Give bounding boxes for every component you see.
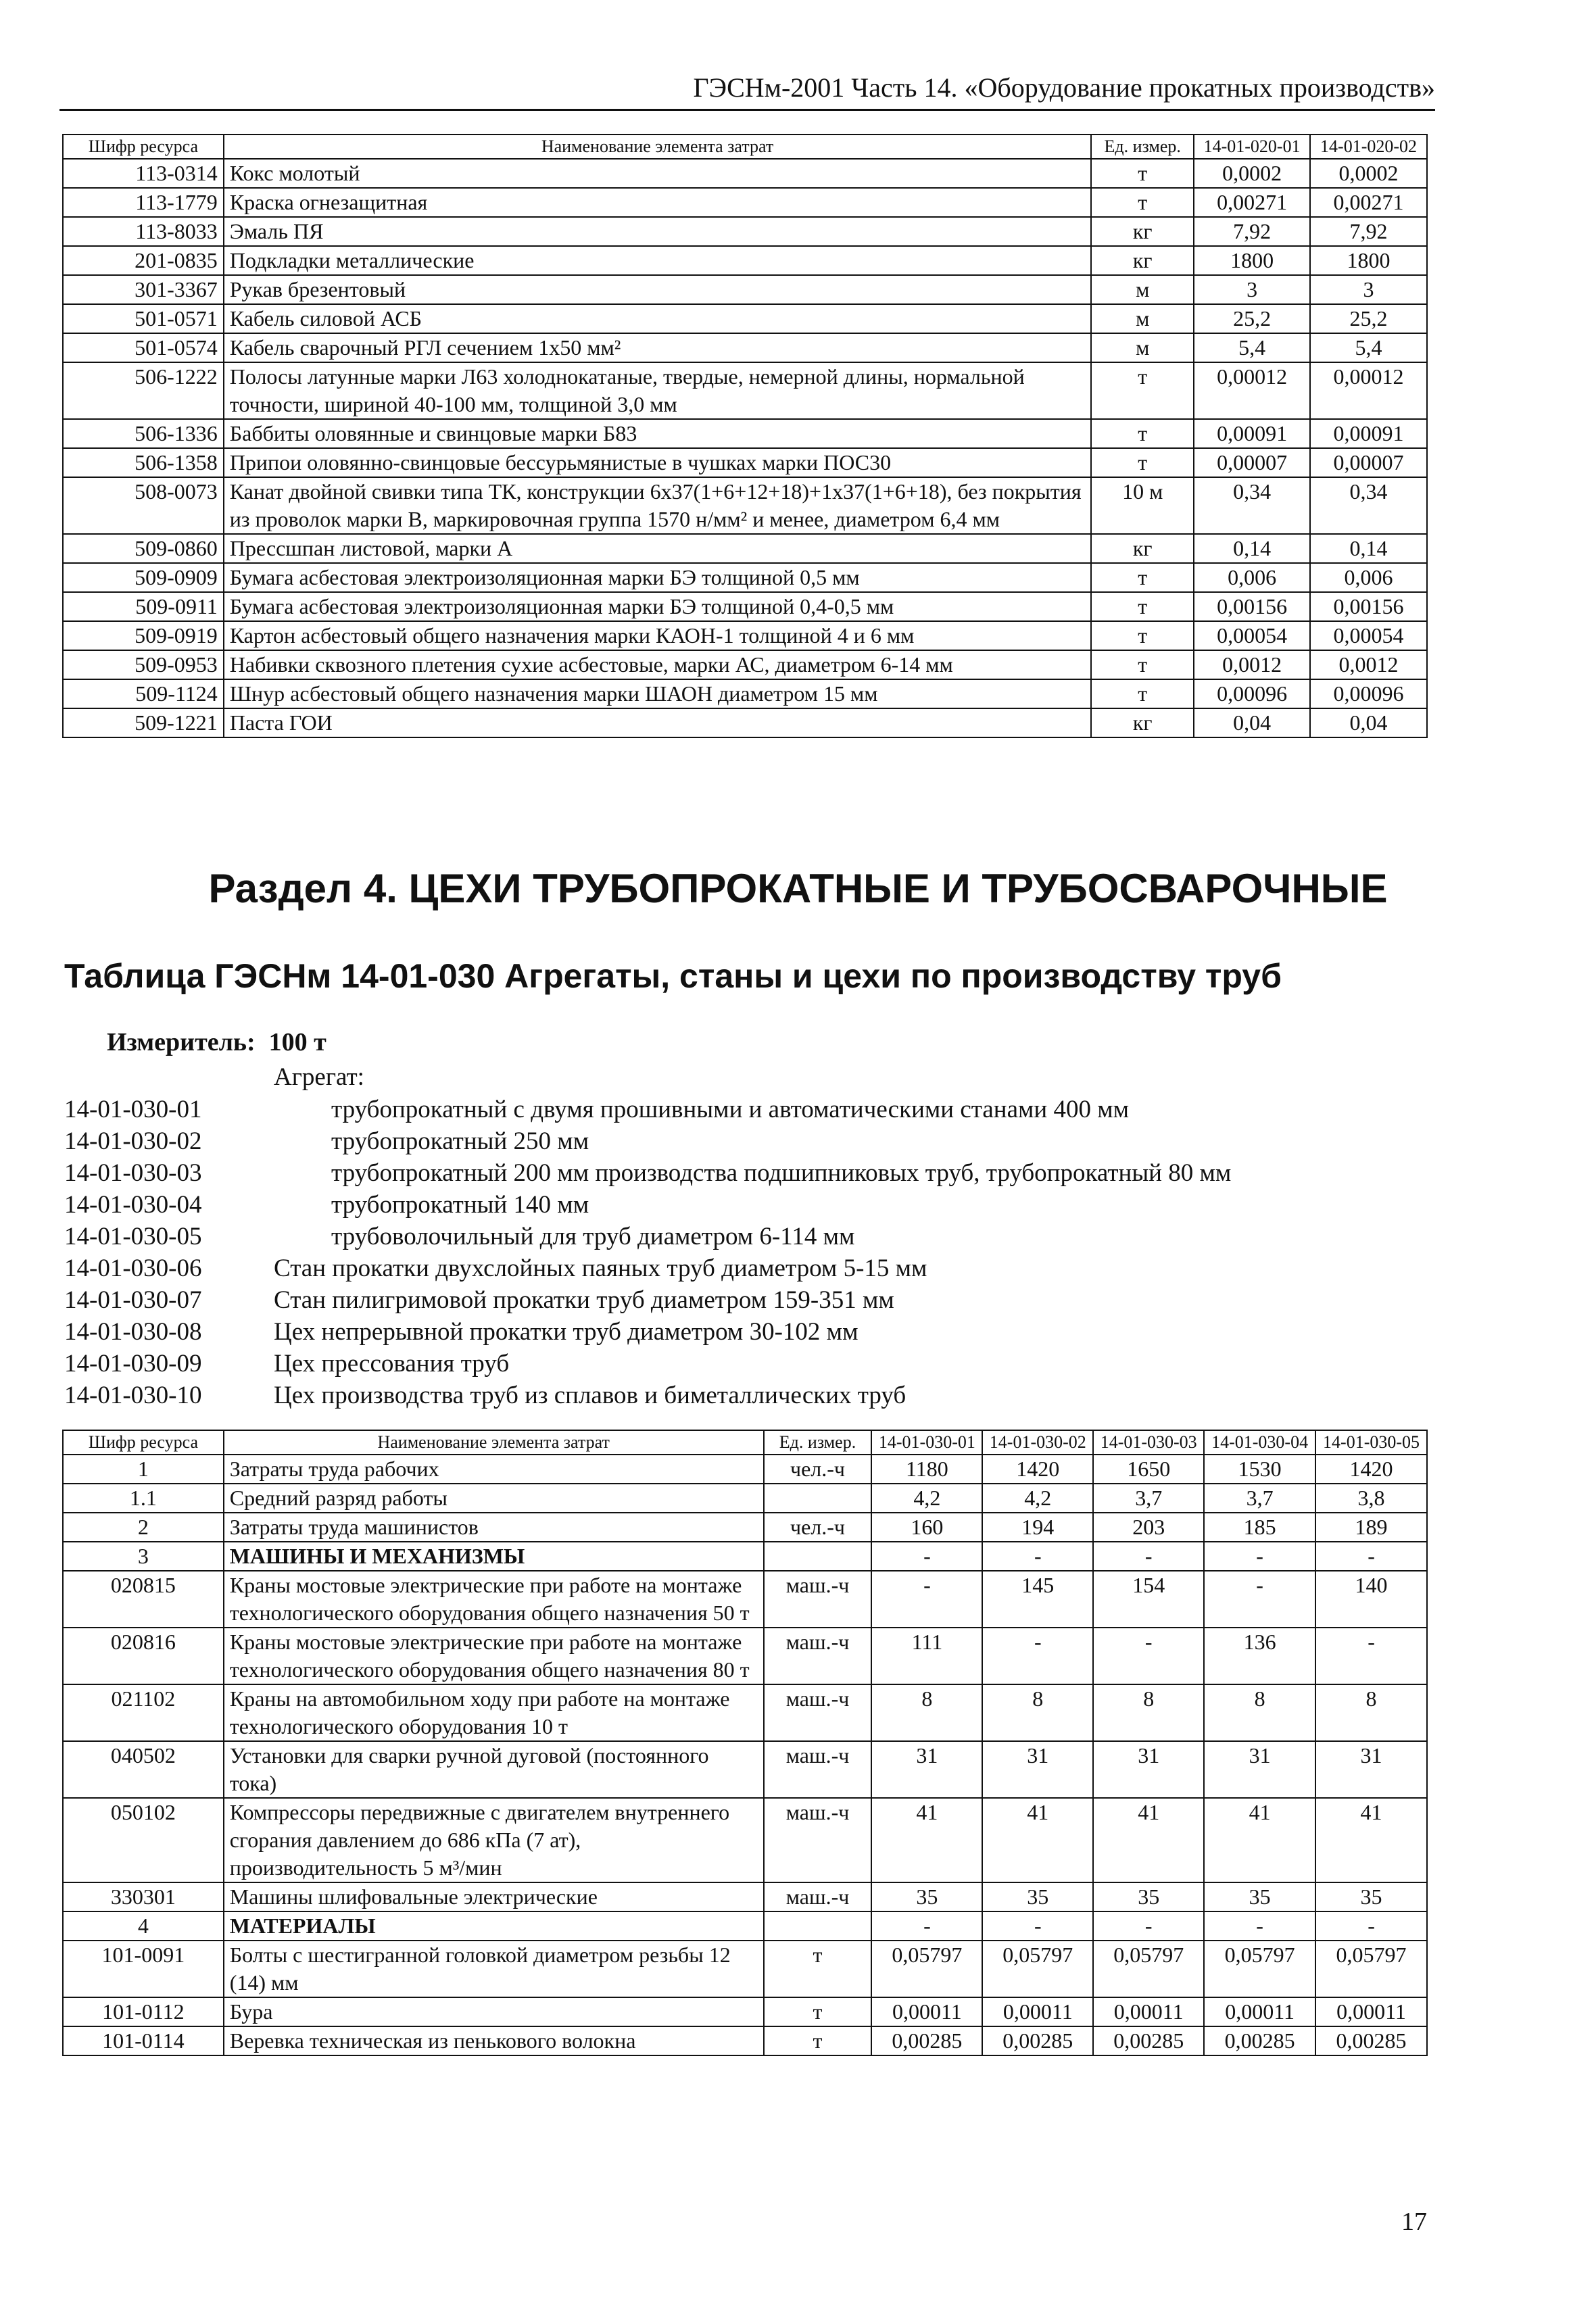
norm-value: 8 (982, 1684, 1093, 1741)
norm-value: 0,006 (1310, 563, 1427, 592)
resource-table-1 (62, 134, 1428, 738)
norm-value: 0,00285 (982, 2026, 1093, 2055)
unit: маш.-ч (764, 1628, 872, 1684)
norm-value: 3 (1194, 275, 1310, 304)
norm-value: 41 (982, 1798, 1093, 1882)
header-unit: Ед. измер. (764, 1430, 872, 1455)
norm-value: - (1204, 1571, 1315, 1628)
norm-value: 0,00285 (1315, 2026, 1427, 2055)
unit: т (1091, 679, 1194, 708)
norm-value: - (1093, 1542, 1204, 1571)
resource-code: 113-1779 (63, 188, 224, 217)
norm-value: 0,05797 (982, 1941, 1093, 1997)
unit: т (1091, 159, 1194, 188)
table-row (63, 333, 1427, 362)
cost-element-name: Затраты труда рабочих (224, 1455, 764, 1484)
unit (764, 1911, 872, 1941)
norm-value: 0,00096 (1194, 679, 1310, 708)
unit: маш.-ч (764, 1741, 872, 1798)
norm-value: 41 (1093, 1798, 1204, 1882)
cost-element-name: Кабель силовой АСБ (224, 304, 1092, 333)
norm-value: 25,2 (1194, 304, 1310, 333)
norm-value: 3,7 (1093, 1484, 1204, 1513)
table-header-row (63, 1430, 1427, 1455)
resource-code: 020816 (63, 1628, 224, 1684)
unit: т (1091, 188, 1194, 217)
norm-value: 3 (1310, 275, 1427, 304)
norm-value: 0,00091 (1310, 419, 1427, 448)
norm-value: 0,14 (1310, 534, 1427, 563)
resource-code: 201-0835 (63, 246, 224, 275)
resource-code: 101-0091 (63, 1941, 224, 1997)
norm-value: 1530 (1204, 1455, 1315, 1484)
norm-value: 3,7 (1204, 1484, 1315, 1513)
unit: маш.-ч (764, 1684, 872, 1741)
table-row (63, 188, 1427, 217)
cost-element-name: Компрессоры передвижные с двигателем внутреннего сгорания давлением до 686 кПа (7 ат), производительность 5 м³/мин (224, 1798, 764, 1882)
unit: чел.-ч (764, 1513, 872, 1542)
header-norm-030-05: 14-01-030-05 (1315, 1430, 1427, 1455)
norm-value: 0,04 (1194, 708, 1310, 737)
norm-item-code: 14-01-030-01 (64, 1096, 202, 1123)
norm-item-text: Стан пилигримовой прокатки труб диаметром 159-351 мм (274, 1286, 894, 1314)
unit: м (1091, 275, 1194, 304)
table-row (63, 1513, 1427, 1542)
table-row (63, 621, 1427, 650)
table-row (63, 563, 1427, 592)
table-row (63, 419, 1427, 448)
resource-code: 3 (63, 1542, 224, 1571)
cost-element-name: Краска огнезащитная (224, 188, 1092, 217)
norm-value: 0,00091 (1194, 419, 1310, 448)
unit: маш.-ч (764, 1882, 872, 1911)
unit: м (1091, 304, 1194, 333)
norm-value: 8 (1315, 1684, 1427, 1741)
resource-code: 501-0571 (63, 304, 224, 333)
header-cost-element-name: Наименование элемента затрат (224, 1430, 764, 1455)
norm-value: 0,00285 (1204, 2026, 1315, 2055)
norm-value: 0,05797 (1204, 1941, 1315, 1997)
resource-code: 4 (63, 1911, 224, 1941)
table-row (63, 448, 1427, 477)
unit: т (1091, 563, 1194, 592)
table-row (63, 1997, 1427, 2026)
unit: т (764, 1997, 872, 2026)
cost-element-name: Полосы латунные марки Л63 холоднокатаные, твердые, немерной длины, нормальной точности, шириной 40-100 мм, толщиной 3,0 мм (224, 362, 1092, 419)
unit: т (1091, 592, 1194, 621)
measure-line (107, 1027, 327, 1057)
norm-value: 7,92 (1194, 217, 1310, 246)
resource-table-2-body (63, 1455, 1427, 2055)
unit: т (1091, 650, 1194, 679)
resource-code: 020815 (63, 1571, 224, 1628)
table-row (63, 592, 1427, 621)
cost-element-name: Краны мостовые электрические при работе на монтаже технологического оборудования общего назначения 80 т (224, 1628, 764, 1684)
norm-value: - (982, 1542, 1093, 1571)
unit: кг (1091, 708, 1194, 737)
resource-code: 101-0114 (63, 2026, 224, 2055)
cost-element-name: Паста ГОИ (224, 708, 1092, 737)
norm-item-code: 14-01-030-03 (64, 1159, 202, 1187)
norm-value: 145 (982, 1571, 1093, 1628)
norm-value: 203 (1093, 1513, 1204, 1542)
norm-value: 0,0012 (1310, 650, 1427, 679)
cost-element-name: Затраты труда машинистов (224, 1513, 764, 1542)
unit: т (764, 1941, 872, 1997)
norm-value: - (871, 1571, 982, 1628)
norm-item-code: 14-01-030-08 (64, 1318, 202, 1346)
resource-code: 113-0314 (63, 159, 224, 188)
norm-value: 0,00054 (1194, 621, 1310, 650)
cost-element-name: Краны на автомобильном ходу при работе на монтаже технологического оборудования 10 т (224, 1684, 764, 1741)
norm-value: 0,05797 (1093, 1941, 1204, 1997)
norm-value: 0,05797 (871, 1941, 982, 1997)
unit: маш.-ч (764, 1798, 872, 1882)
unit: кг (1091, 534, 1194, 563)
resource-code: 509-1221 (63, 708, 224, 737)
resource-code: 501-0574 (63, 333, 224, 362)
norm-value: 0,00007 (1194, 448, 1310, 477)
resource-code: 1 (63, 1455, 224, 1484)
norm-value: 0,00012 (1310, 362, 1427, 419)
cost-element-name: Средний разряд работы (224, 1484, 764, 1513)
cost-element-name: МАШИНЫ И МЕХАНИЗМЫ (224, 1542, 764, 1571)
header-norm-030-04: 14-01-030-04 (1204, 1430, 1315, 1455)
norm-value: 35 (1315, 1882, 1427, 1911)
norm-item-text: трубопрокатный с двумя прошивными и автоматическими станами 400 мм (331, 1096, 1130, 1123)
norm-value: 0,00011 (1093, 1997, 1204, 2026)
cost-element-name: Установки для сварки ручной дуговой (постоянного тока) (224, 1741, 764, 1798)
aggregate-label: Агрегат: (274, 1063, 364, 1091)
norm-value: 1650 (1093, 1455, 1204, 1484)
norm-value: 31 (871, 1741, 982, 1798)
table-row (63, 1571, 1427, 1628)
norm-value: 0,0012 (1194, 650, 1310, 679)
norm-value: 1180 (871, 1455, 982, 1484)
norm-value: 0,00011 (1204, 1997, 1315, 2026)
page-header: ГЭСНм-2001 Часть 14. «Оборудование прокатных производств» (59, 72, 1435, 111)
norm-item-code: 14-01-030-09 (64, 1350, 202, 1378)
resource-code: 509-0919 (63, 621, 224, 650)
norm-value: 8 (1093, 1684, 1204, 1741)
table-row (63, 1628, 1427, 1684)
cost-element-name: Припои оловянно-свинцовые бессурьмянистые в чушках марки ПОС30 (224, 448, 1092, 477)
header-cost-element-name: Наименование элемента затрат (224, 135, 1092, 159)
norm-value: 0,00096 (1310, 679, 1427, 708)
norm-value: 0,00285 (1093, 2026, 1204, 2055)
norm-value: - (1093, 1628, 1204, 1684)
unit: чел.-ч (764, 1455, 872, 1484)
resource-table-2 (62, 1430, 1428, 2056)
norm-value: - (1315, 1628, 1427, 1684)
norm-value: 31 (1315, 1741, 1427, 1798)
cost-element-name: Бура (224, 1997, 764, 2026)
norm-value: 31 (982, 1741, 1093, 1798)
cost-element-name: Эмаль ПЯ (224, 217, 1092, 246)
unit (764, 1542, 872, 1571)
norm-value: - (1204, 1911, 1315, 1941)
norm-value: 1420 (982, 1455, 1093, 1484)
norm-item-text: Цех непрерывной прокатки труб диаметром 30-102 мм (274, 1318, 859, 1346)
resource-code: 509-0911 (63, 592, 224, 621)
table-row (63, 1484, 1427, 1513)
norm-value: 0,00011 (1315, 1997, 1427, 2026)
norm-value: 0,04 (1310, 708, 1427, 737)
cost-element-name: МАТЕРИАЛЫ (224, 1911, 764, 1941)
unit: маш.-ч (764, 1571, 872, 1628)
norm-value: - (1093, 1911, 1204, 1941)
norm-value: 3,8 (1315, 1484, 1427, 1513)
resource-code: 101-0112 (63, 1997, 224, 2026)
table-row (63, 477, 1427, 534)
norm-value: 189 (1315, 1513, 1427, 1542)
table-row (63, 650, 1427, 679)
resource-code: 113-8033 (63, 217, 224, 246)
resource-code: 509-1124 (63, 679, 224, 708)
unit: т (1091, 621, 1194, 650)
table-row (63, 362, 1427, 419)
norm-value: - (871, 1911, 982, 1941)
table-row (63, 1542, 1427, 1571)
norm-value: 111 (871, 1628, 982, 1684)
resource-code: 509-0909 (63, 563, 224, 592)
norm-value: 4,2 (982, 1484, 1093, 1513)
norm-value: 41 (871, 1798, 982, 1882)
header-norm-030-02: 14-01-030-02 (982, 1430, 1093, 1455)
resource-code: 506-1358 (63, 448, 224, 477)
unit: т (1091, 362, 1194, 419)
header-norm-030-01: 14-01-030-01 (871, 1430, 982, 1455)
norm-value: 41 (1315, 1798, 1427, 1882)
norm-value: 136 (1204, 1628, 1315, 1684)
table-row (63, 1798, 1427, 1882)
cost-element-name: Шнур асбестовый общего назначения марки ШАОН диаметром 15 мм (224, 679, 1092, 708)
norm-value: 8 (1204, 1684, 1315, 1741)
section-title: Раздел 4. ЦЕХИ ТРУБОПРОКАТНЫЕ И ТРУБОСВАРОЧНЫЕ (208, 866, 1388, 911)
norm-item-code: 14-01-030-05 (64, 1223, 202, 1250)
resource-code: 509-0860 (63, 534, 224, 563)
norm-item-text: трубоволочильный для труб диаметром 6-114 мм (331, 1223, 855, 1250)
cost-element-name: Краны мостовые электрические при работе на монтаже технологического оборудования общего назначения 50 т (224, 1571, 764, 1628)
table-title: Таблица ГЭСНм 14-01-030 Агрегаты, станы и цехи по производству труб (64, 957, 1282, 995)
norm-item-text: Цех производства труб из сплавов и биметаллических труб (274, 1382, 906, 1409)
norm-value: 35 (871, 1882, 982, 1911)
norm-item-code: 14-01-030-10 (64, 1382, 202, 1409)
norm-value: 5,4 (1310, 333, 1427, 362)
resource-code: 1.1 (63, 1484, 224, 1513)
norm-value: 31 (1093, 1741, 1204, 1798)
norm-value: 0,00012 (1194, 362, 1310, 419)
norm-value: - (1315, 1911, 1427, 1941)
norm-value: 185 (1204, 1513, 1315, 1542)
table-row (63, 159, 1427, 188)
table-row (63, 217, 1427, 246)
norm-value: 1800 (1310, 246, 1427, 275)
norm-value: 0,00271 (1310, 188, 1427, 217)
norm-value: 140 (1315, 1571, 1427, 1628)
table-row (63, 1455, 1427, 1484)
norm-value: 0,00271 (1194, 188, 1310, 217)
norm-value: - (1315, 1542, 1427, 1571)
resource-code: 506-1222 (63, 362, 224, 419)
norm-item-code: 14-01-030-02 (64, 1127, 202, 1155)
norm-value: - (982, 1911, 1093, 1941)
norm-value: 41 (1204, 1798, 1315, 1882)
norm-value: 0,14 (1194, 534, 1310, 563)
norm-value: 31 (1204, 1741, 1315, 1798)
table-row (63, 534, 1427, 563)
unit (764, 1484, 872, 1513)
header-resource-code: Шифр ресурса (63, 135, 224, 159)
norm-value: 1800 (1194, 246, 1310, 275)
resource-code: 021102 (63, 1684, 224, 1741)
cost-element-name: Бумага асбестовая электроизоляционная марки БЭ толщиной 0,4-0,5 мм (224, 592, 1092, 621)
cost-element-name: Веревка техническая из пенькового волокна (224, 2026, 764, 2055)
resource-code: 509-0953 (63, 650, 224, 679)
cost-element-name: Баббиты оловянные и свинцовые марки Б83 (224, 419, 1092, 448)
cost-element-name: Подкладки металлические (224, 246, 1092, 275)
table-row (63, 1741, 1427, 1798)
norm-item-code: 14-01-030-07 (64, 1286, 202, 1314)
norm-value: 0,34 (1194, 477, 1310, 534)
norm-item-code: 14-01-030-06 (64, 1254, 202, 1282)
norm-value: - (871, 1542, 982, 1571)
norm-item-text: трубопрокатный 200 мм производства подшипниковых труб, трубопрокатный 80 мм (331, 1159, 1232, 1187)
table-row (63, 246, 1427, 275)
cost-element-name: Прессшпан листовой, марки А (224, 534, 1092, 563)
unit: т (1091, 419, 1194, 448)
norm-value: 7,92 (1310, 217, 1427, 246)
norm-value: 0,006 (1194, 563, 1310, 592)
norm-value: 0,00156 (1310, 592, 1427, 621)
measure-label: Измеритель: (107, 1028, 256, 1056)
table-row (63, 1882, 1427, 1911)
norm-value: 0,05797 (1315, 1941, 1427, 1997)
norm-value: 0,00007 (1310, 448, 1427, 477)
resource-table-1-body (63, 159, 1427, 737)
header-norm-020-01: 14-01-020-01 (1194, 135, 1310, 159)
header-resource-code: Шифр ресурса (63, 1430, 224, 1455)
unit: т (764, 2026, 872, 2055)
cost-element-name: Картон асбестовый общего назначения марки КАОН-1 толщиной 4 и 6 мм (224, 621, 1092, 650)
table-row (63, 679, 1427, 708)
norm-value: 1420 (1315, 1455, 1427, 1484)
table-row (63, 1911, 1427, 1941)
table-row (63, 708, 1427, 737)
unit: т (1091, 448, 1194, 477)
header-unit: Ед. измер. (1091, 135, 1194, 159)
measure-value: 100 т (268, 1028, 327, 1056)
unit: м (1091, 333, 1194, 362)
norm-value: 4,2 (871, 1484, 982, 1513)
table-row (63, 304, 1427, 333)
table-row (63, 1684, 1427, 1741)
norm-value: 0,0002 (1194, 159, 1310, 188)
table-row (63, 275, 1427, 304)
table-header-row (63, 135, 1427, 159)
header-norm-030-03: 14-01-030-03 (1093, 1430, 1204, 1455)
norm-value: 0,00156 (1194, 592, 1310, 621)
resource-code: 508-0073 (63, 477, 224, 534)
norm-value: 0,00285 (871, 2026, 982, 2055)
norm-value: 0,00011 (871, 1997, 982, 2026)
resource-code: 330301 (63, 1882, 224, 1911)
norm-item-text: трубопрокатный 250 мм (331, 1127, 589, 1155)
cost-element-name: Набивки сквозного плетения сухие асбестовые, марки АС, диаметром 6-14 мм (224, 650, 1092, 679)
resource-code: 506-1336 (63, 419, 224, 448)
norm-value: 35 (1204, 1882, 1315, 1911)
cost-element-name: Машины шлифовальные электрические (224, 1882, 764, 1911)
norm-value: 35 (982, 1882, 1093, 1911)
norm-value: 154 (1093, 1571, 1204, 1628)
norm-value: 0,34 (1310, 477, 1427, 534)
header-norm-020-02: 14-01-020-02 (1310, 135, 1427, 159)
norm-value: 194 (982, 1513, 1093, 1542)
cost-element-name: Кокс молотый (224, 159, 1092, 188)
norm-value: 35 (1093, 1882, 1204, 1911)
cost-element-name: Бумага асбестовая электроизоляционная марки БЭ толщиной 0,5 мм (224, 563, 1092, 592)
resource-code: 2 (63, 1513, 224, 1542)
norm-item-text: Стан прокатки двухслойных паяных труб диаметром 5-15 мм (274, 1254, 927, 1282)
resource-code: 040502 (63, 1741, 224, 1798)
resource-code: 301-3367 (63, 275, 224, 304)
cost-element-name: Канат двойной свивки типа ТК, конструкции 6х37(1+6+12+18)+1х37(1+6+18), без покрытия из проволок марки В, маркировочная группа 1570 н/мм² и менее, диаметром 6,4 мм (224, 477, 1092, 534)
cost-element-name: Кабель сварочный РГЛ сечением 1х50 мм² (224, 333, 1092, 362)
norm-item-text: трубопрокатный 140 мм (331, 1191, 589, 1219)
unit: 10 м (1091, 477, 1194, 534)
norm-value: 0,00054 (1310, 621, 1427, 650)
norm-value: - (982, 1628, 1093, 1684)
resource-code: 050102 (63, 1798, 224, 1882)
norm-value: 0,00011 (982, 1997, 1093, 2026)
norm-value: 0,0002 (1310, 159, 1427, 188)
norm-item-code: 14-01-030-04 (64, 1191, 202, 1219)
cost-element-name: Болты с шестигранной головкой диаметром резьбы 12 (14) мм (224, 1941, 764, 1997)
norm-value: 5,4 (1194, 333, 1310, 362)
page-number: 17 (1401, 2208, 1427, 2236)
unit: кг (1091, 246, 1194, 275)
cost-element-name: Рукав брезентовый (224, 275, 1092, 304)
norm-value: 160 (871, 1513, 982, 1542)
unit: кг (1091, 217, 1194, 246)
norm-value: - (1204, 1542, 1315, 1571)
norm-item-text: Цех прессования труб (274, 1350, 510, 1378)
table-row (63, 2026, 1427, 2055)
table-row (63, 1941, 1427, 1997)
norm-value: 8 (871, 1684, 982, 1741)
norm-value: 25,2 (1310, 304, 1427, 333)
